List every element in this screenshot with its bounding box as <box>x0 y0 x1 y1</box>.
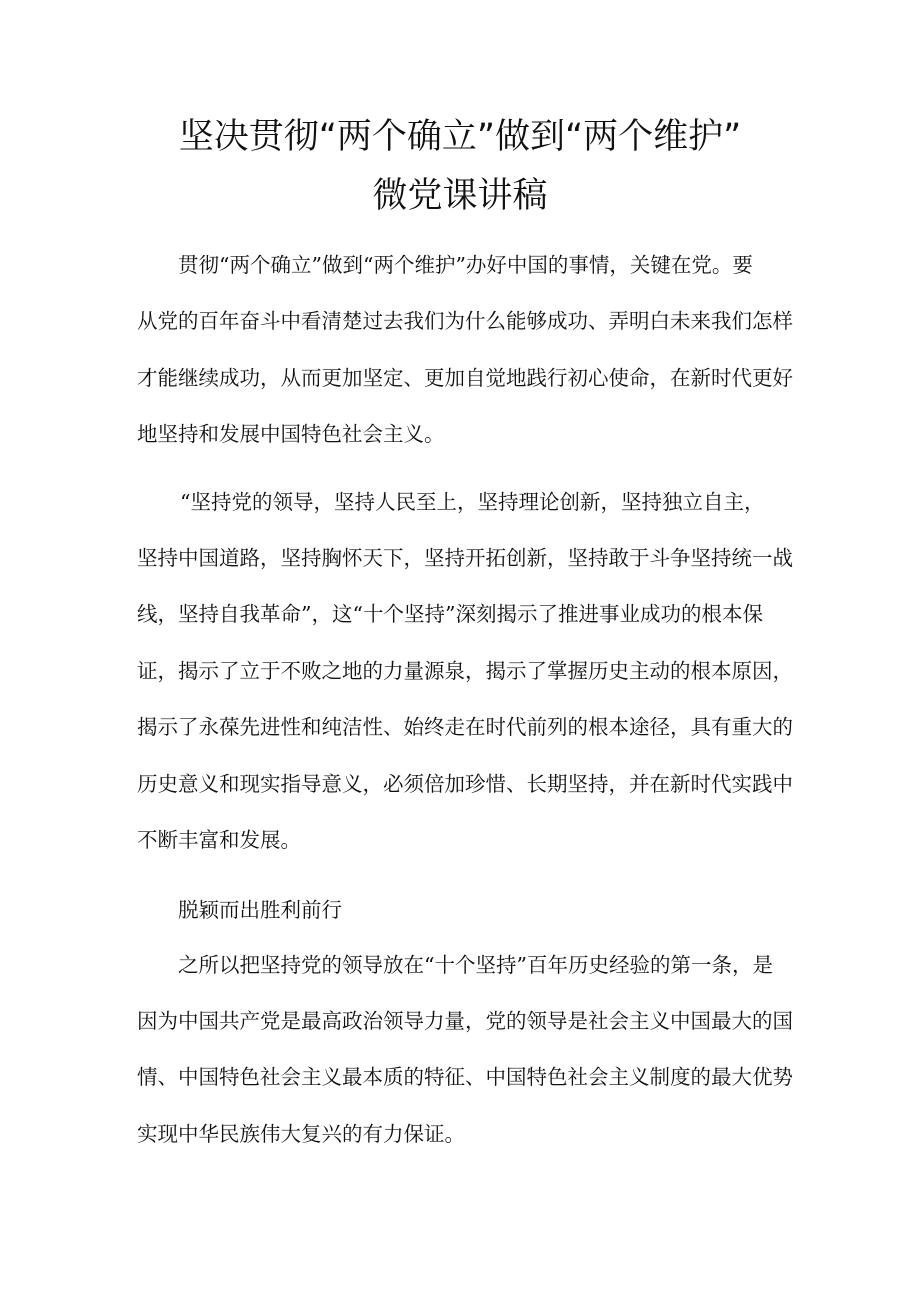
paragraph-line: 之所以把坚持党的领导放在“十个坚持”百年历史经验的第一条，是 <box>178 953 773 977</box>
paragraph-line: 不断丰富和发展。 <box>137 828 301 852</box>
document-title-line-2: 微党课讲稿 <box>372 176 548 216</box>
paragraph-line: 揭示了永葆先进性和纯洁性、始终走在时代前列的根本途径，具有重大的 <box>137 715 793 739</box>
paragraph-line: 地坚持和发展中国特色社会主义。 <box>137 422 445 446</box>
paragraph-line: 历史意义和现实指导意义，必须倍加珍惜、长期坚持，并在新时代实践中 <box>137 772 793 796</box>
paragraph-line: 情、中国特色社会主义最本质的特征、中国特色社会主义制度的最大优势 <box>137 1065 793 1089</box>
section-heading-text: 脱颖而出胜利前行 <box>178 898 342 922</box>
paragraph-line: 因为中国共产党是最高政治领导力量，党的领导是社会主义中国最大的国 <box>137 1009 793 1033</box>
paragraph-line: 坚持中国道路，坚持胸怀天下，坚持开拓创新，坚持敢于斗争坚持统一战 <box>137 546 793 570</box>
paragraph-line: 从党的百年奋斗中看清楚过去我们为什么能够成功、弄明白未来我们怎样 <box>137 309 793 333</box>
paragraph-line: 实现中华民族伟大复兴的有力保证。 <box>137 1122 465 1146</box>
paragraph-line: 证，揭示了立于不败之地的力量源泉，揭示了掌握历史主动的根本原因， <box>137 659 793 683</box>
paragraph-line: 线，坚持自我革命”，这“十个坚持”深刻揭示了推进事业成功的根本保 <box>137 602 763 626</box>
document-title-line-1: 坚决贯彻“两个确立”做到“两个维护” <box>178 117 742 157</box>
paragraph-line: 才能继续成功，从而更加坚定、更加自觉地践行初心使命，在新时代更好 <box>137 366 793 390</box>
paragraph-line: “坚持党的领导，坚持人民至上，坚持理论创新，坚持独立自主， <box>180 490 765 514</box>
paragraph-line: 贯彻“两个确立”做到“两个维护”办好中国的事情，关键在党。要 <box>178 253 753 277</box>
